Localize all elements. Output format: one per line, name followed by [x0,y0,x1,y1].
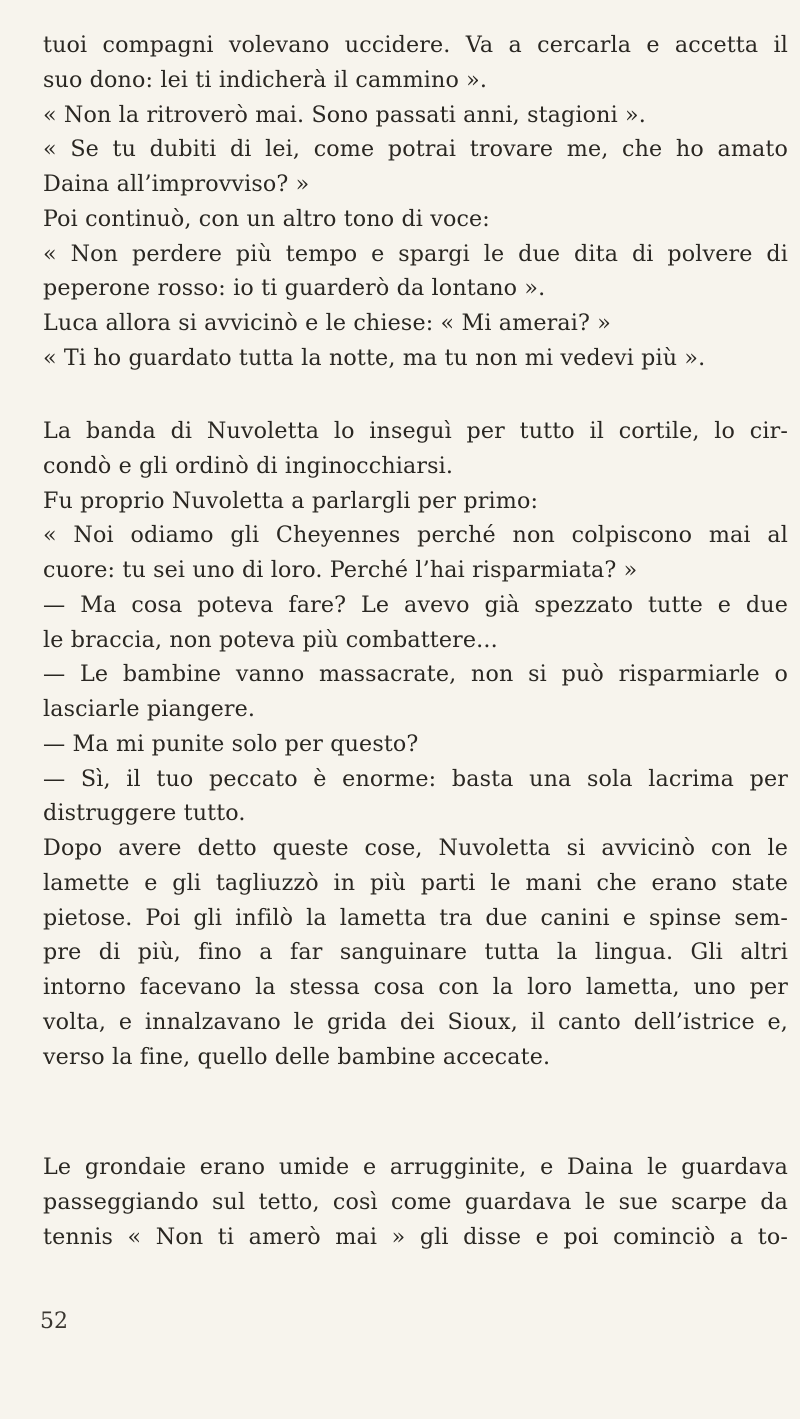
text-line: tuoi compagni volevano uccidere. Va a cercarla e accetta il [43,32,788,58]
text-line: passeggiando sul tetto, così come guardava le sue scarpe da [43,1188,788,1215]
text-line: volta, e innalzavano le grida dei Sioux, il canto dell’istrice e, [43,1008,788,1035]
text-line: « Ti ho guardato tutta la notte, ma tu non mi vedevi più ». [43,344,706,371]
text-line: Dopo avere detto queste cose, Nuvoletta si avvicinò con le [43,835,788,861]
text-line: Le grondaie erano umide e arrugginite, e Daina le guardava [43,1154,788,1180]
text-line: « Non perdere più tempo e spargi le due dita di polvere di [43,240,788,267]
text-line: « Se tu dubiti di lei, come potrai trovare me, che ho amato [43,136,788,163]
text-line: pietose. Poi gli infilò la lametta tra due canini e spinse sem- [43,904,788,931]
text-line: La banda di Nuvoletta lo inseguì per tutto il cortile, lo cir- [43,418,788,444]
text-line: distruggere tutto. [43,800,246,827]
text-line: verso la fine, quello delle bambine accecate. [43,1043,551,1070]
text-line: cuore: tu sei uno di loro. Perché l’hai risparmiata? » [43,557,638,583]
text-line: — Ma mi punite solo per questo? [43,730,419,757]
paragraph-block-3 [43,1150,788,1254]
text-line: — Ma cosa poteva fare? Le avevo già spezzato tutte e due [43,591,788,618]
page-number: 52 [40,1309,68,1334]
text-line: Fu proprio Nuvoletta a parlargli per primo: [43,487,539,514]
text-line: lamette e gli tagliuzzò in più parti le mani che erano state [43,869,788,896]
paragraph-block-2 [43,414,788,1074]
text-line: condò e gli ordinò di inginocchiarsi. [43,452,454,479]
text-line: intorno facevano la stessa cosa con la loro lametta, uno per [43,974,788,1000]
text-line: — Sì, il tuo peccato è enorme: basta una sola lacrima per [43,765,788,792]
text-line: le braccia, non poteva più combattere... [43,626,498,653]
text-line: lasciarle piangere. [43,696,256,722]
text-line: tennis « Non ti amerò mai » gli disse e poi cominciò a to- [43,1223,788,1250]
text-line: suo dono: lei ti indicherà il cammino ». [43,66,488,93]
text-line: — Le bambine vanno massacrate, non si può risparmiarle o [43,661,788,688]
text-line: « Noi odiamo gli Cheyennes perché non colpiscono mai al [43,522,788,549]
text-line: Daina all’improvviso? » [43,171,310,197]
paragraph-block-1 [43,28,788,376]
text-line: Poi continuò, con un altro tono di voce: [43,205,490,232]
text-line: Luca allora si avvicinò e le chiese: « Mi amerai? » [43,310,611,336]
text-line: « Non la ritroverò mai. Sono passati anni, stagioni ». [43,101,646,128]
text-line: pre di più, fino a far sanguinare tutta la lingua. Gli altri [43,939,788,966]
text-line: peperone rosso: io ti guarderò da lontano ». [43,275,546,302]
